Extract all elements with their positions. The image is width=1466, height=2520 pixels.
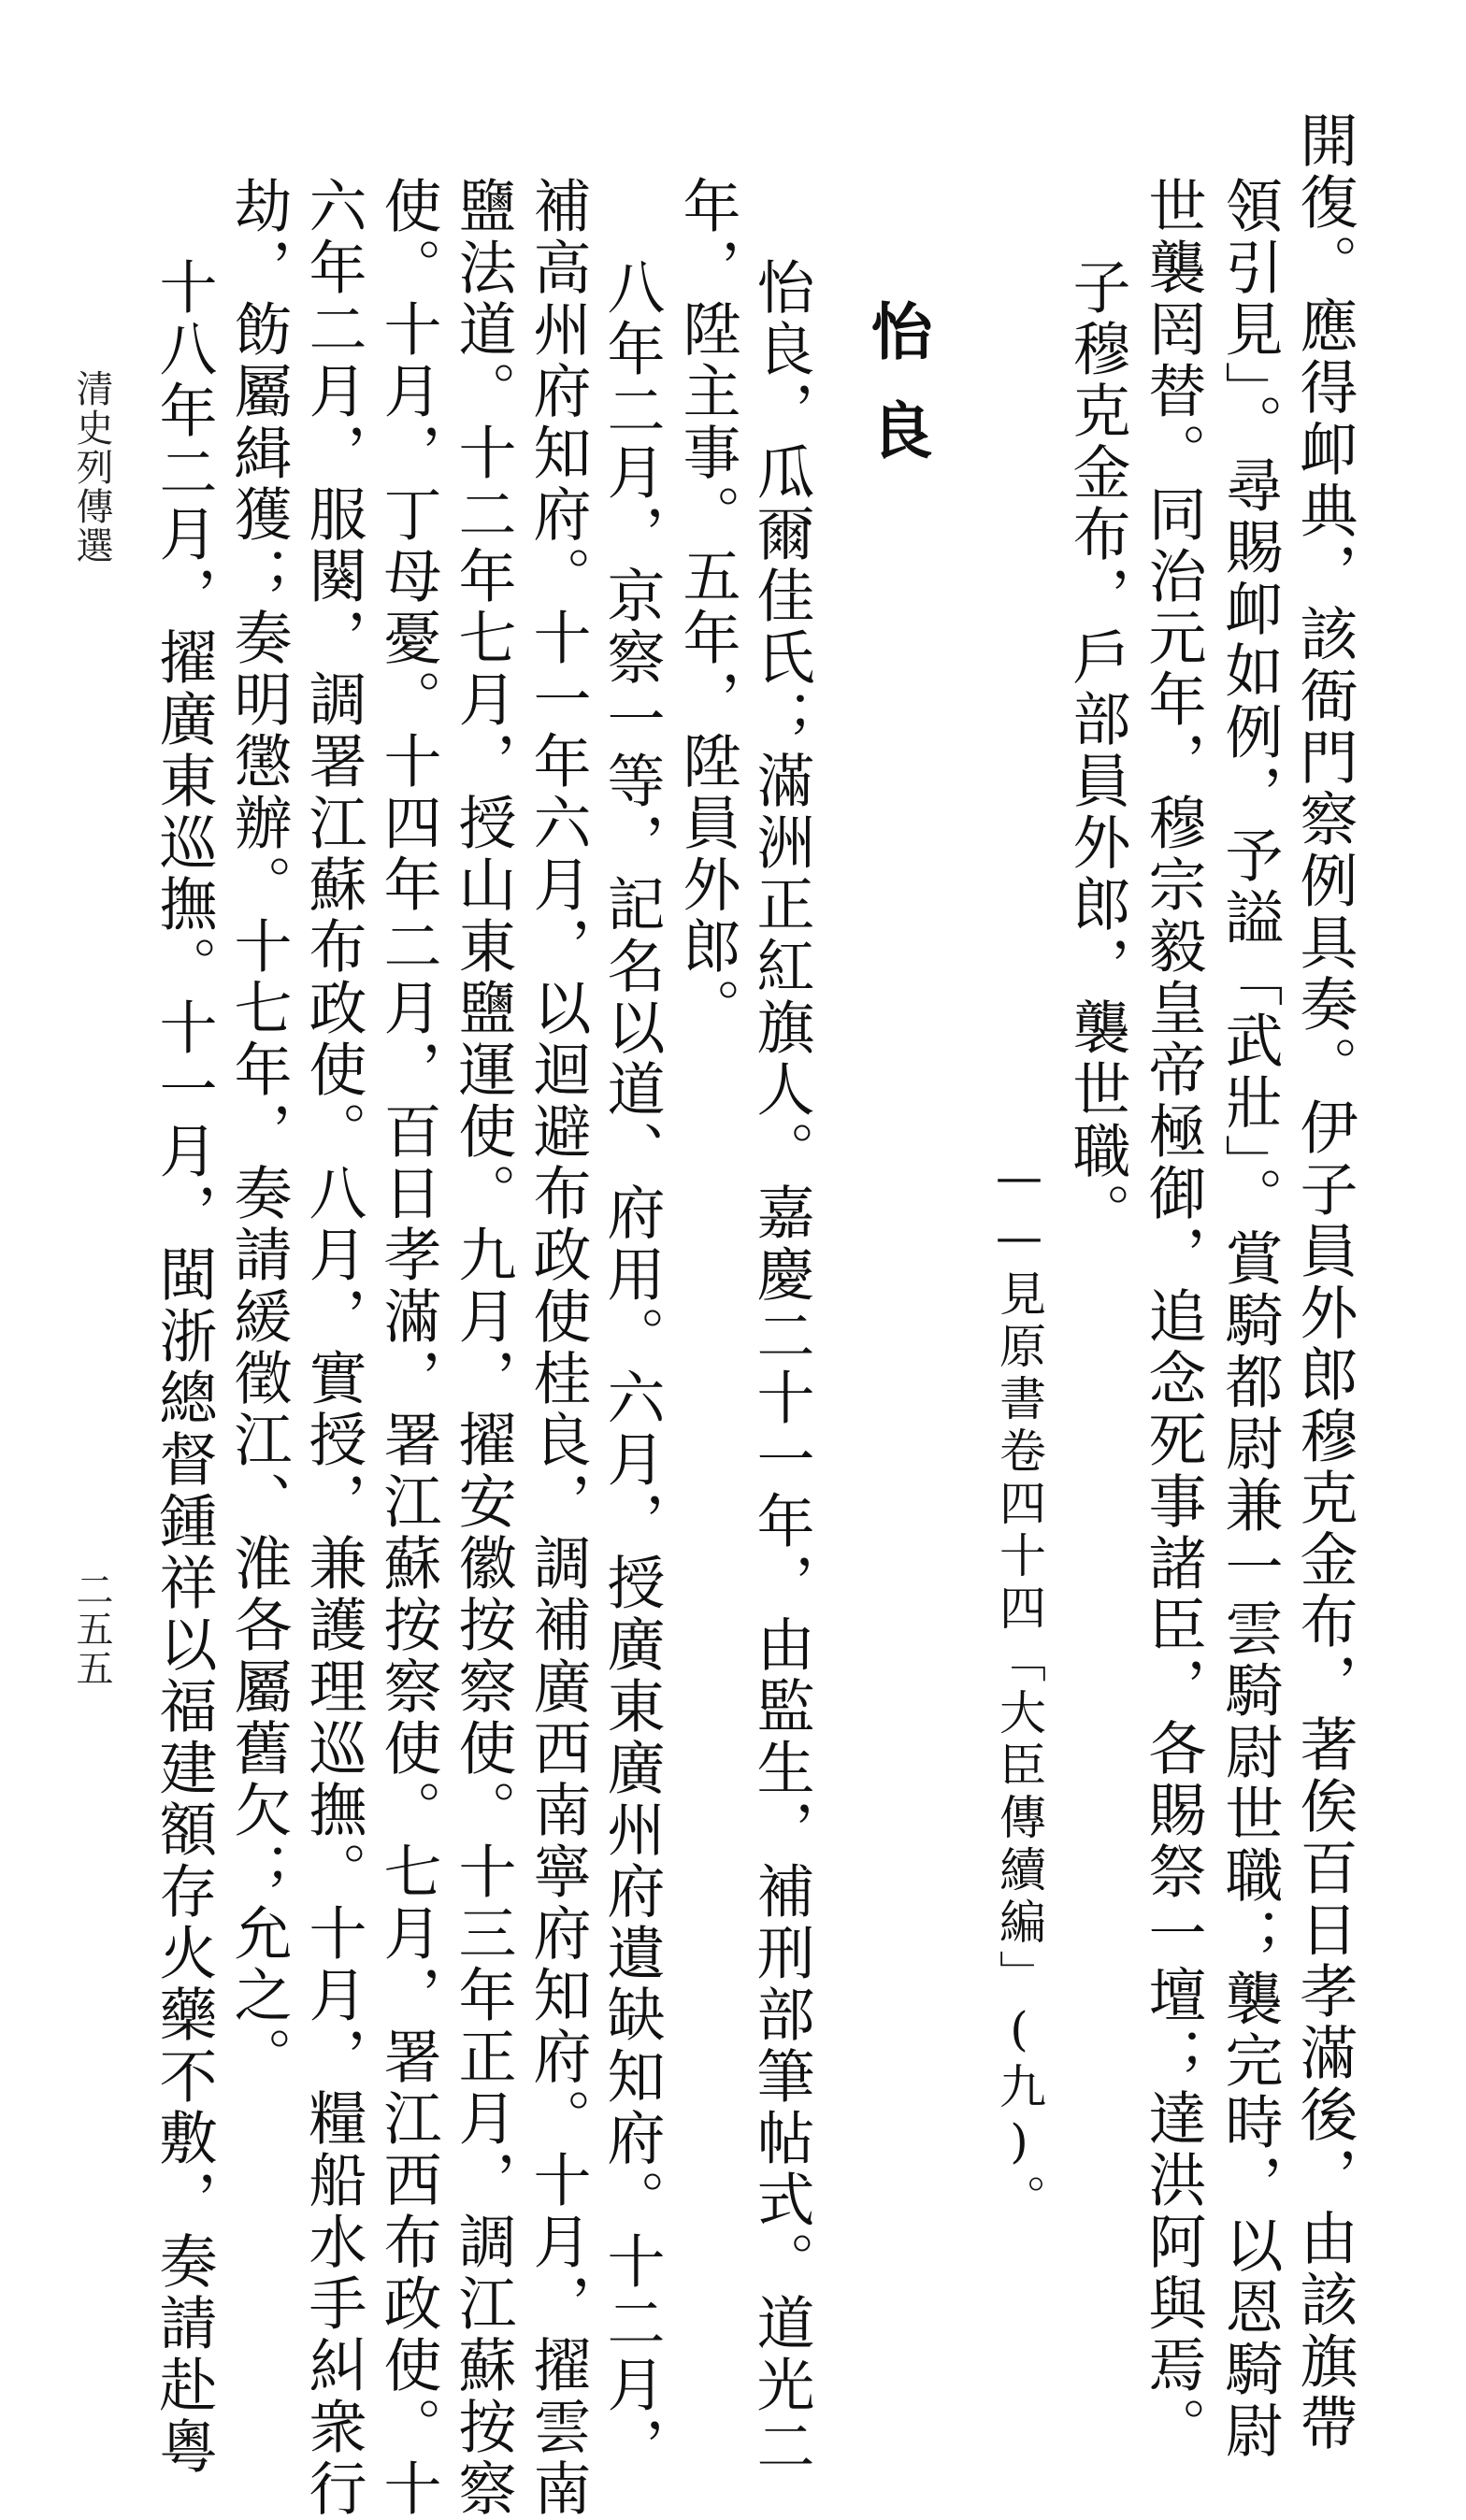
book-title: 清史列傳選 bbox=[70, 369, 113, 566]
text-column-4: 子穆克金布，戶部員外郎，襲世職。 bbox=[1063, 257, 1131, 1244]
text-column-8: 八年二月，京察一等，記名以道、府用。六月，授廣東廣州府遺缺知府。十二月， bbox=[597, 257, 666, 2478]
text-column-1: 開復。應得卹典，該衙門察例具奏。伊子員外郎穆克金布，著俟百日孝滿後，由該旗帶 bbox=[1290, 110, 1358, 2455]
text-column-3: 世襲罔替。同治元年，穆宗毅皇帝極御，追念死事諸臣，各賜祭一壇；達洪阿與焉。 bbox=[1139, 176, 1207, 2458]
source-citation: ——見原書卷四十四「大臣傳續編」(九)。 bbox=[992, 1150, 1046, 2226]
text-column-10: 鹽法道。十二年七月，授山東鹽運使。九月，擢安徽按察使。十三年正月，調江蘇按察 bbox=[449, 176, 517, 2520]
text-column-7: 年，陞主事。五年，陞員外郎。 bbox=[673, 176, 741, 1039]
page-number: 二五五 bbox=[70, 1570, 113, 1688]
text-column-14: 十八年二月，擢廣東巡撫。十一月，閩浙總督鍾祥以福建額存火藥不敷，奏請赴粵 bbox=[150, 257, 218, 2478]
text-column-9: 補高州府知府。十一年六月，以迴避布政使桂良，調補廣西南寧府知府。十月，擢雲南 bbox=[524, 176, 592, 2520]
text-column-2: 領引見」。尋賜卹如例，予謚「武壯」。賞騎都尉兼一雲騎尉世職；襲完時，以恩騎尉 bbox=[1215, 176, 1284, 2462]
text-column-11: 使。十月，丁母憂。十四年二月，百日孝滿，署江蘇按察使。七月，署江西布政使。十 bbox=[374, 176, 442, 2520]
text-column-13: 劫，飭屬緝獲；奏明懲辦。十七年，奏請緩徵江、淮各屬舊欠；允之。 bbox=[224, 176, 293, 2088]
text-column-12: 六年二月，服闋，調署江蘇布政使。八月，實授，兼護理巡撫。十月，糧船水手糾衆行 bbox=[299, 176, 367, 2520]
biography-heading: 怡良 bbox=[860, 299, 933, 497]
text-column-6: 怡良，瓜爾佳氏；滿洲正紅旗人。嘉慶二十一年，由監生，補刑部筆帖式。道光二 bbox=[747, 257, 815, 2478]
